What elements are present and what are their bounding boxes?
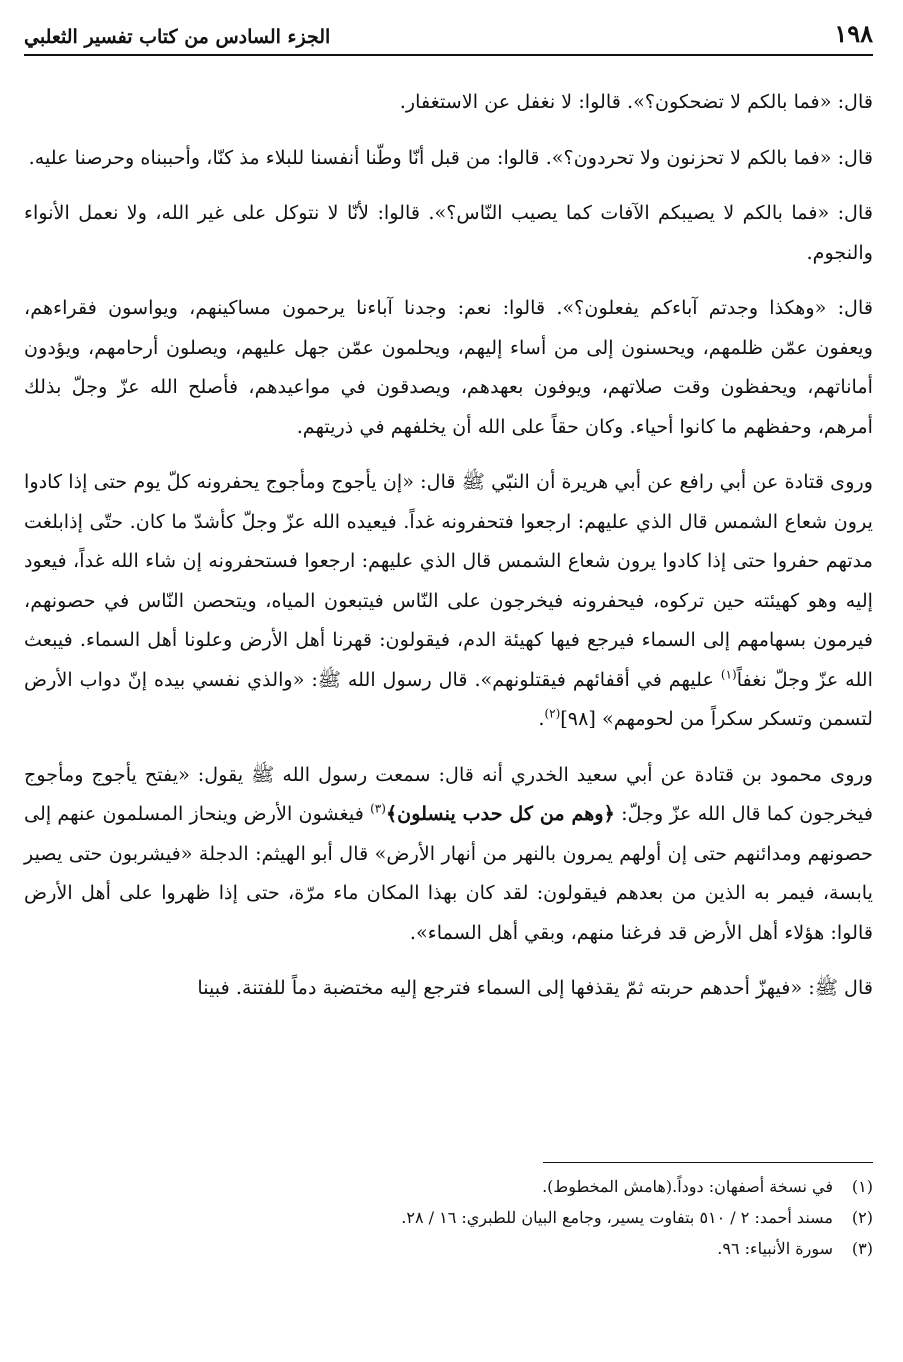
paragraph: قال: «وهكذا وجدتم آباءكم يفعلون؟». قالوا: نعم: وجدنا آباءنا يرحمون مساكينهم، ويواسون فقراءهم، ويعفون عمّن ظلمهم، ويحسنون إلى من أساء إليهم، ويحلمون عمّن جهل عليهم، ويصلون أرحامهم، ويؤدون أماناتهم، ويحفظون وقت صلاتهم، ويوفون بعهدهم، ويصدقون في مواعيدهم، فأصلح الله عزّ وجلّ بذلك أمرهم، وحفظهم ما كانوا أحياء. وكان حقاً على الله أن يخلفهم في ذريتهم. [24, 296, 873, 438]
paragraph: قال: «فما بالكم لا تحزنون ولا تحردون؟». قالوا: من قبل أنّا وطّنا أنفسنا للبلاء مذ كنّا، وأحببناه وحرصنا عليه. [28, 145, 873, 169]
paragraph: قال ﷺ: «فيهزّ أحدهم حربته ثمّ يقذفها إلى السماء فترجع إليه مختضبة دماً للفتنة. فبينا [197, 976, 873, 999]
footnote-marker: (٢) [544, 706, 561, 721]
paragraph-text: . [538, 707, 545, 730]
quran-verse: ﴿وهم من كل حدب ينسلون﴾ [385, 802, 615, 825]
page-number: ١٩٨ [834, 19, 873, 48]
footnote-text: مسند أحمد: ٢ / ٥١٠ بتفاوت يسير، وجامع البيان للطبري: ١٦ / ٢٨. [401, 1208, 833, 1227]
main-text [24, 82, 873, 1008]
footnote-number: (١) [851, 1177, 873, 1196]
footnote-marker: (٣) [370, 801, 386, 816]
paragraph: قال: «فما بالكم لا تضحكون؟». قالوا: لا نغفل عن الاستغفار. [399, 90, 873, 113]
paragraph [24, 755, 873, 953]
paragraph-text: عليهم في أقفائهم فيقتلونهم». قال رسول الله ﷺ: «والذي نفسي بيده إنّ دواب الأرض لتسمن وتسكر سكراً من لحومهم» [٩٨] [24, 667, 873, 730]
footnote-number: (٣) [851, 1239, 873, 1258]
footnote [24, 1171, 873, 1202]
footnotes [24, 1162, 873, 1264]
footnote-marker: (١) [720, 667, 737, 682]
page-header [24, 8, 873, 56]
running-title: الجزء السادس من كتاب تفسير الثعلبي [24, 26, 331, 48]
footnote-text: في نسخة أصفهان: دوداً.(هامش المخطوط). [542, 1177, 833, 1196]
paragraph-text: وروى قتادة عن أبي رافع عن أبي هريرة أن النبّي ﷺ قال: «إن يأجوج ومأجوج يحفرونه كلّ يوم حتى إذا كادوا يرون شعاع الشمس قال الذي عليهم: ارجعوا فتحفرونه غداً. فيعيده الله عزّ وجلّ كأشدّ ما كان. حتّى إذابلغت مدتهم حفروا حتى إذا كادوا يرون شعاع الشمس قال الذي عليهم: ارجعوا فستحفرونه إن شاء الله غداً، فيعود إليه وهو كهيئته حين تركوه، فيحفرونه فيخرجون على النّاس فيتبعون المياه، ويتحصن النّاس في حصونهم، فيرمون بسهامهم إلى السماء فيرجع فيها كهيئة الدم، فيقولون: قهرنا أهل الأرض وعلونا أهل السماء. فيبعث الله عزّ وجلّ نغفاً [24, 470, 873, 691]
paragraph-text: وروى محمود بن قتادة عن أبي سعيد الخدري أنه قال: سمعت رسول الله ﷺ يقول: «يفتح يأجوج ومأجوج فيخرجون كما قال الله عزّ وجلّ: [24, 762, 873, 825]
paragraph: قال: «فما بالكم لا يصيبكم الآفات كما يصيب النّاس؟». قالوا: لأنّا لا نتوكل على غير الله، ولا نعمل الأنواء والنجوم. [24, 201, 873, 264]
footnote-text: سورة الأنبياء: ٩٦. [717, 1239, 833, 1258]
footnote-number: (٢) [851, 1208, 873, 1227]
footnote [24, 1233, 873, 1264]
paragraph-text: فيغشون الأرض وينحاز المسلمون عنهم إلى حصونهم ومدائنهم حتى إن أولهم يمرون بالنهر من أنهار الأرض» قال أبو الهيثم: الدجلة «فيشربون حتى يصير يابسة، فيمر به الذين من بعدهم فيقولون: لقد كان بهذا المكان ماء مرّة، حتى إذا ظهروا على أهل الأرض قالوا: هؤلاء أهل الأرض قد فرغنا منهم، وبقي أهل السماء». [24, 802, 873, 944]
footnote-divider [543, 1162, 873, 1163]
paragraph [24, 462, 873, 739]
footnote [24, 1202, 873, 1233]
